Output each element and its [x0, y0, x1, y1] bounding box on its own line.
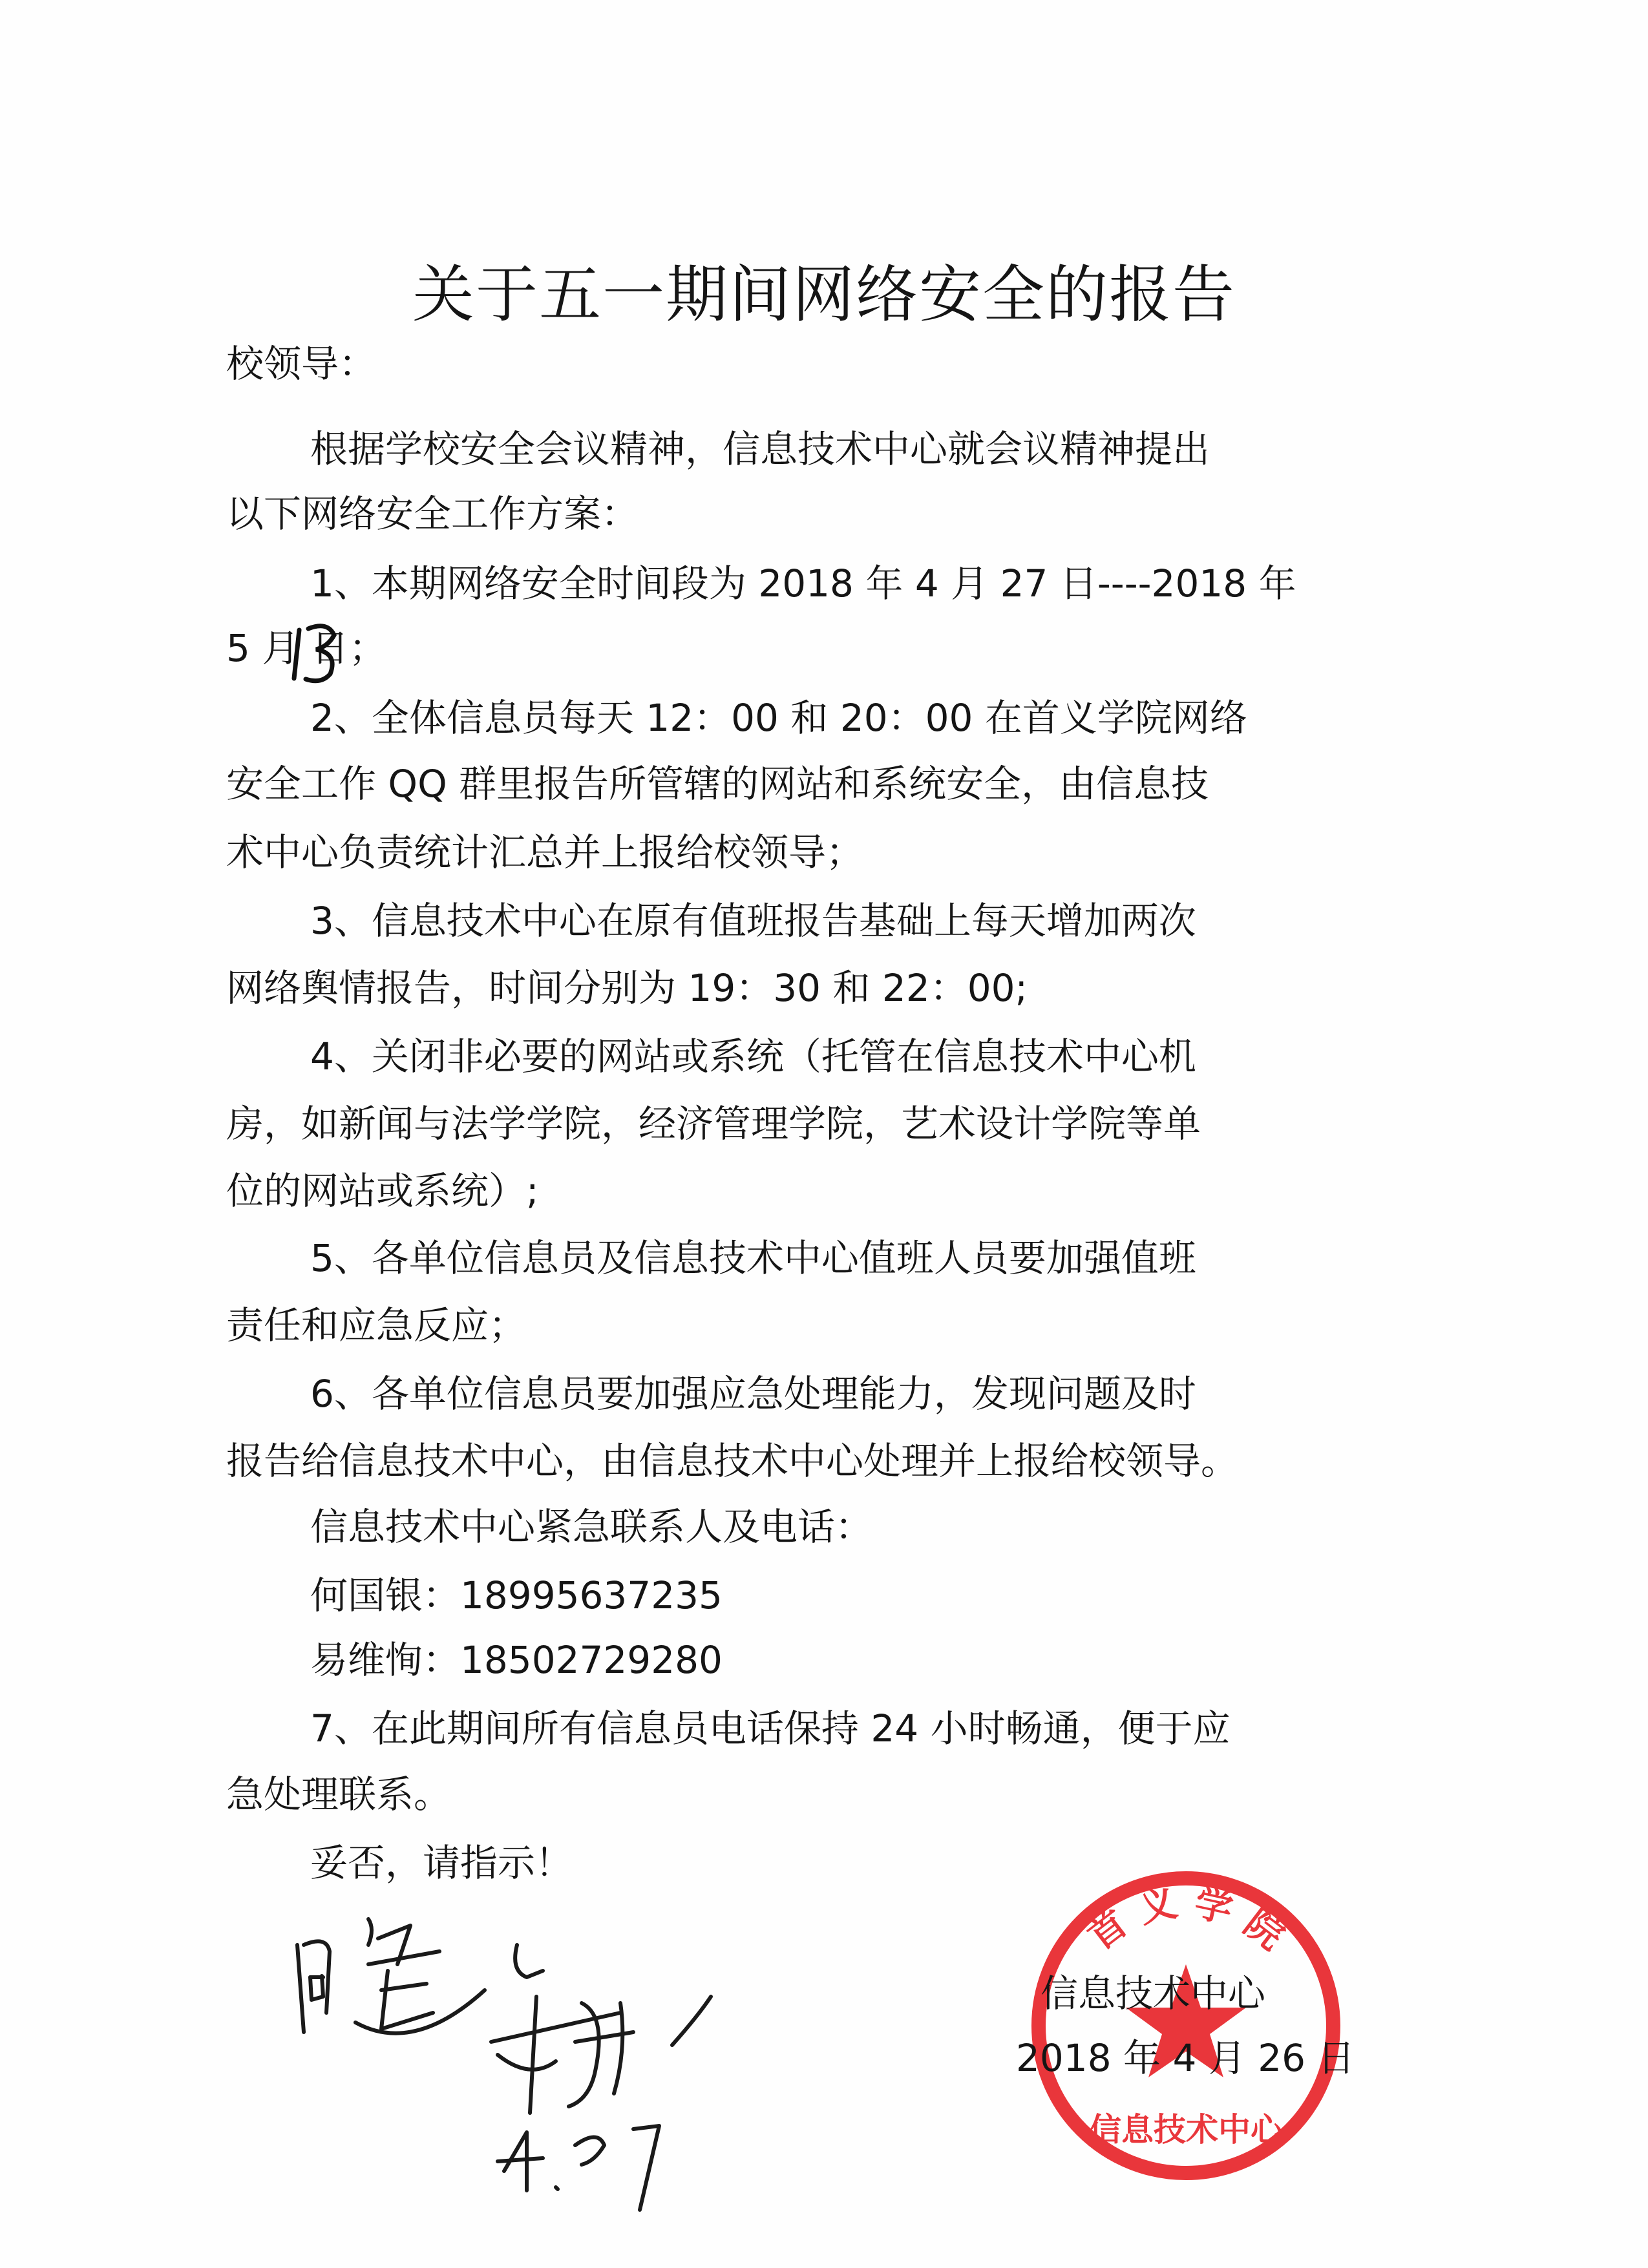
signer-org: 信息技术中心 [1041, 1971, 1266, 2015]
contact-heading: 信息技术中心紧急联系人及电话： [310, 1505, 873, 1549]
paragraph-line-9: 网络舆情报告，时间分别为 19：30 和 22：00; [226, 966, 1028, 1010]
closing-request: 妥否，请指示！ [310, 1841, 573, 1885]
paragraph-line-6: 安全工作 QQ 群里报告所管辖的网站和系统安全，由信息技 [226, 762, 1209, 806]
paragraph-line-21: 急处理联系。 [226, 1772, 452, 1816]
paragraph-line-4: 5 月 日； [226, 626, 386, 670]
paragraph-line-14: 责任和应急反应； [226, 1303, 527, 1347]
official-seal [1024, 1864, 1347, 2187]
paragraph-line-13: 5、各单位信息员及信息技术中心值班人员要加强值班 [310, 1236, 1196, 1280]
paragraph-line-12: 位的网站或系统）; [226, 1169, 539, 1213]
document-title: 关于五一期间网络安全的报告 [412, 258, 1236, 331]
paragraph-line-2: 以下网络安全工作方案： [226, 492, 639, 536]
paragraph-line-3: 1、本期网络安全时间段为 2018 年 4 月 27 日----2018 年 [310, 562, 1296, 605]
paragraph-line-7: 术中心负责统计汇总并上报给校领导； [226, 830, 864, 874]
contact-2: 易维恂：18502729280 [310, 1638, 723, 1682]
handwritten-day-13 [288, 617, 346, 688]
seal-top-text: 首 义 学 院 [1079, 1880, 1293, 1958]
paragraph-line-11: 房，如新闻与法学学院，经济管理学院，艺术设计学院等单 [226, 1102, 1201, 1146]
paragraph-line-16: 报告给信息技术中心，由信息技术中心处理并上报给校领导。 [226, 1439, 1239, 1483]
paragraph-line-8: 3、信息技术中心在原有值班报告基础上每天增加两次 [310, 899, 1196, 943]
handwritten-approval-signature [271, 1900, 801, 2262]
paragraph-line-1: 根据学校安全会议精神，信息技术中心就会议精神提出 [310, 427, 1210, 471]
paragraph-line-15: 6、各单位信息员要加强应急处理能力，发现问题及时 [310, 1372, 1196, 1416]
contact-1: 何国银：18995637235 [310, 1573, 723, 1617]
salutation: 校领导： [226, 342, 377, 386]
paragraph-line-5: 2、全体信息员每天 12：00 和 20：00 在首义学院网络 [310, 696, 1247, 740]
signer-date: 2018 年 4 月 26 日 [1016, 2036, 1355, 2080]
paragraph-line-10: 4、关闭非必要的网站或系统（托管在信息技术中心机 [310, 1034, 1196, 1078]
seal-bottom-text: 信息技术中心 [1089, 2111, 1283, 2148]
paragraph-line-20: 7、在此期间所有信息员电话保持 24 小时畅通，便于应 [310, 1706, 1231, 1750]
